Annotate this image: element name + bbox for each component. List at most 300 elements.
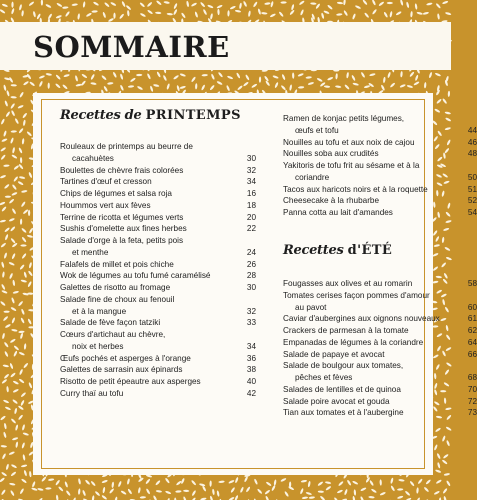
rice-grain xyxy=(343,0,346,5)
rice-grain xyxy=(416,11,423,15)
rice-grain xyxy=(183,490,189,493)
recipe-title: Sushis d'omelette aux fines herbes xyxy=(60,224,187,234)
rice-grain xyxy=(10,338,16,343)
rice-grain xyxy=(127,10,130,16)
rice-grain xyxy=(10,226,16,232)
rice-grain xyxy=(27,281,32,287)
recipe-title: Caviar d'aubergines aux oignons nouveaux xyxy=(283,314,440,324)
rice-grain xyxy=(140,13,147,18)
recipe-entry-line xyxy=(283,325,477,337)
rice-grain xyxy=(19,351,26,356)
rice-grain xyxy=(380,491,387,496)
recipe-title: Nouilles soba aux crudités xyxy=(283,149,379,159)
rice-grain xyxy=(11,464,17,469)
rice-grain xyxy=(147,73,152,80)
recipe-title: Nouilles au tofu et aux noix de cajou xyxy=(283,137,415,147)
rice-grain xyxy=(147,1,153,7)
rice-grain xyxy=(218,480,224,483)
rice-grain xyxy=(11,8,15,15)
rice-grain xyxy=(23,272,27,279)
rice-grain xyxy=(10,372,16,378)
rice-grain xyxy=(195,83,198,89)
recipe-entry-line xyxy=(60,153,256,165)
rice-grain xyxy=(368,496,374,499)
rice-grain xyxy=(22,138,25,144)
page-number: 50 xyxy=(467,172,477,182)
page-number: 33 xyxy=(246,318,256,328)
rice-grain xyxy=(3,311,9,313)
rice-grain xyxy=(91,10,97,13)
rice-grain xyxy=(136,74,142,76)
rice-grain xyxy=(202,485,207,491)
rice-grain xyxy=(227,10,229,16)
rice-grain xyxy=(347,479,352,485)
rice-grain xyxy=(309,496,315,499)
rice-grain xyxy=(413,81,419,86)
page-number: 52 xyxy=(467,196,477,206)
rice-grain xyxy=(62,6,68,9)
rice-grain xyxy=(298,86,304,89)
rice-grain xyxy=(272,75,279,79)
rice-grain xyxy=(63,74,70,78)
rice-grain xyxy=(352,496,355,500)
rice-grain xyxy=(19,91,24,97)
rice-grain xyxy=(19,4,23,11)
rice-grain xyxy=(226,85,230,92)
page-title: SOMMAIRE xyxy=(33,30,230,64)
rice-grain xyxy=(10,238,16,244)
rice-grain xyxy=(15,424,19,431)
rice-grain xyxy=(0,147,6,152)
recipe-title: Salade de papaye et avocat xyxy=(283,349,385,359)
rice-grain xyxy=(257,8,261,15)
rice-grain xyxy=(46,73,52,76)
rice-grain xyxy=(305,76,311,79)
rice-grain xyxy=(406,2,410,9)
rice-grain xyxy=(212,489,215,495)
rice-grain xyxy=(343,10,348,16)
page-number: 38 xyxy=(246,365,256,375)
rice-grain xyxy=(325,486,331,491)
rice-grain xyxy=(11,317,15,324)
rice-grain xyxy=(445,220,452,224)
rice-grain xyxy=(15,441,18,447)
rice-grain xyxy=(435,427,441,432)
rice-grain xyxy=(24,343,27,349)
rice-grain xyxy=(280,1,286,3)
rice-grain xyxy=(65,11,70,17)
rice-grain xyxy=(434,244,441,247)
rice-grain xyxy=(235,477,239,484)
rice-grain xyxy=(3,252,7,259)
rice-grain xyxy=(23,209,29,215)
recipe-entry-line xyxy=(60,341,256,353)
rice-grain xyxy=(22,112,28,118)
page-number: 28 xyxy=(246,271,256,281)
recipe-title: Boulettes de chèvre frais colorées xyxy=(60,165,184,175)
rice-grain xyxy=(23,470,27,477)
rice-grain xyxy=(409,480,415,486)
rice-grain xyxy=(390,485,395,491)
rice-grain xyxy=(140,496,146,499)
rice-grain xyxy=(397,488,403,491)
rice-grain xyxy=(280,85,286,91)
recipe-title: Salade d'orge à la feta, petits pois xyxy=(60,236,184,245)
rice-grain xyxy=(155,12,161,15)
recipe-title: au pavot xyxy=(295,302,327,312)
page-number: 32 xyxy=(246,306,256,316)
recipe-entry-line xyxy=(283,125,477,137)
rice-grain xyxy=(180,73,187,77)
rice-grain xyxy=(10,103,15,109)
rice-grain xyxy=(317,481,323,486)
rice-grain xyxy=(360,72,365,78)
rice-grain xyxy=(18,301,24,307)
rice-grain xyxy=(234,495,239,500)
rice-grain xyxy=(13,388,20,393)
rice-grain xyxy=(104,2,110,8)
rice-grain xyxy=(448,91,451,97)
recipe-title: Tomates cerises façon pommes d'amour xyxy=(283,290,430,300)
page-number: 44 xyxy=(467,125,477,135)
rice-grain xyxy=(21,227,27,233)
rice-grain xyxy=(254,478,259,485)
rice-grain xyxy=(436,479,442,484)
rice-grain xyxy=(180,478,185,485)
recipe-title: Tartines d'œuf et cresson xyxy=(60,177,152,187)
recipe-entry-line xyxy=(283,349,477,361)
rice-grain xyxy=(435,72,442,77)
rice-grain xyxy=(389,11,392,18)
rice-grain xyxy=(308,82,315,86)
rice-grain xyxy=(432,252,439,257)
recipe-entry-line xyxy=(60,223,256,235)
rice-grain xyxy=(327,4,333,10)
rice-grain xyxy=(443,454,449,459)
rice-grain xyxy=(31,487,38,491)
page-number: 73 xyxy=(467,408,477,418)
recipe-entry-line xyxy=(60,270,256,282)
rice-grain xyxy=(163,1,169,4)
rice-grain xyxy=(75,75,79,82)
rice-grain xyxy=(93,1,99,6)
rice-grain xyxy=(139,2,145,8)
recipe-entry-line xyxy=(283,184,477,196)
rice-grain xyxy=(218,72,224,78)
recipe-entry-line xyxy=(60,353,256,365)
rice-grain xyxy=(9,451,16,456)
summer-heading-caps: d'ÉTÉ xyxy=(347,243,393,258)
rice-grain xyxy=(18,378,24,383)
rice-grain xyxy=(21,201,26,207)
rice-grain xyxy=(20,400,25,407)
rice-grain xyxy=(153,495,158,500)
page-number: 20 xyxy=(246,212,256,222)
recipe-title: Hoummos vert aux fèves xyxy=(60,200,151,210)
rice-grain xyxy=(29,81,35,87)
rice-grain xyxy=(337,489,344,494)
rice-grain xyxy=(147,9,153,14)
rice-grain xyxy=(446,480,451,486)
rice-grain xyxy=(327,76,334,80)
rice-grain xyxy=(352,82,359,86)
rice-grain xyxy=(13,290,20,294)
rice-grain xyxy=(248,10,251,16)
rice-grain xyxy=(11,154,17,159)
rice-grain xyxy=(48,478,54,481)
rice-grain xyxy=(56,15,63,19)
rice-grain xyxy=(415,75,419,82)
rice-grain xyxy=(369,73,376,77)
rice-grain xyxy=(253,1,258,7)
rice-grain xyxy=(5,464,9,471)
rice-grain xyxy=(14,408,18,415)
rice-grain xyxy=(423,11,430,15)
rice-grain xyxy=(138,487,141,494)
rice-grain xyxy=(281,74,285,81)
rice-grain xyxy=(3,130,7,137)
rice-grain xyxy=(120,73,124,80)
recipe-entry-line xyxy=(60,388,256,400)
rice-grain xyxy=(146,488,151,494)
recipe-entry-line xyxy=(60,176,256,188)
recipe-title: Curry thaï au tofu xyxy=(60,388,124,398)
rice-grain xyxy=(200,2,206,8)
rice-grain xyxy=(175,490,181,493)
rice-grain xyxy=(11,2,13,8)
rice-grain xyxy=(45,4,52,9)
rice-grain xyxy=(244,476,249,483)
rice-grain xyxy=(107,82,113,85)
rice-grain xyxy=(306,491,313,495)
rice-grain xyxy=(156,490,162,493)
recipe-title: Cheesecake à la rhubarbe xyxy=(283,196,380,206)
rice-grain xyxy=(56,2,62,7)
recipe-entry-line xyxy=(283,313,477,325)
rice-grain xyxy=(320,495,326,500)
recipe-title: Salades de lentilles et de quinoa xyxy=(283,384,401,394)
rice-grain xyxy=(163,75,168,82)
rice-grain xyxy=(92,495,95,500)
rice-grain xyxy=(191,76,196,82)
rice-grain xyxy=(26,131,32,137)
rice-grain xyxy=(0,154,6,160)
rice-grain xyxy=(2,271,5,277)
rice-grain xyxy=(230,5,237,10)
rice-grain xyxy=(1,445,7,448)
rice-grain xyxy=(211,74,216,81)
rice-grain xyxy=(235,10,242,13)
recipe-entry-line xyxy=(283,160,477,172)
rice-grain xyxy=(153,84,160,88)
recipe-entry-line xyxy=(283,113,477,125)
rice-grain xyxy=(183,496,187,500)
page-number: 54 xyxy=(467,208,477,217)
recipe-title: coriandre xyxy=(295,172,330,182)
rice-grain xyxy=(443,227,450,231)
rice-grain xyxy=(378,1,384,7)
rice-grain xyxy=(12,147,15,154)
rice-grain xyxy=(21,442,25,449)
rice-grain xyxy=(111,482,114,488)
page-number: 36 xyxy=(246,353,256,363)
recipe-title: Risotto de petit épeautre aux asperges xyxy=(60,377,201,386)
rice-grain xyxy=(165,490,172,494)
rice-grain xyxy=(12,242,18,247)
rice-grain xyxy=(28,210,30,216)
rice-grain xyxy=(321,13,325,20)
rice-grain xyxy=(409,71,415,77)
recipe-entry-line xyxy=(60,200,256,212)
rice-grain xyxy=(13,350,18,357)
rice-grain xyxy=(3,373,9,379)
rice-grain xyxy=(13,176,19,182)
rice-grain xyxy=(336,13,342,16)
recipe-title: Tacos aux haricots noirs et à la roquette xyxy=(283,184,428,194)
rice-grain xyxy=(371,488,377,493)
rice-grain xyxy=(39,81,44,88)
rice-grain xyxy=(425,479,431,485)
rice-grain xyxy=(90,480,96,486)
page-number: 24 xyxy=(246,247,256,257)
rice-grain xyxy=(28,1,34,7)
rice-grain xyxy=(95,491,101,497)
rice-grain xyxy=(251,83,257,88)
rice-grain xyxy=(216,81,222,86)
rice-grain xyxy=(21,236,26,242)
rice-grain xyxy=(354,489,357,495)
rice-grain xyxy=(82,490,86,497)
rice-grain xyxy=(372,0,377,6)
rice-grain xyxy=(156,0,162,6)
rice-grain xyxy=(3,364,10,367)
rice-grain xyxy=(437,13,440,19)
recipe-entry-line xyxy=(60,212,256,224)
rice-grain xyxy=(127,488,132,494)
rice-grain xyxy=(128,85,134,88)
rice-grain xyxy=(284,491,289,497)
rice-grain xyxy=(114,496,118,500)
rice-grain xyxy=(270,13,277,18)
rice-grain xyxy=(1,471,7,476)
rice-grain xyxy=(19,264,25,270)
rice-grain xyxy=(3,85,7,92)
rice-grain xyxy=(2,333,6,340)
rice-grain xyxy=(13,380,20,385)
rice-grain xyxy=(173,75,179,80)
rice-grain xyxy=(191,490,196,496)
rice-grain xyxy=(387,72,391,79)
rice-grain xyxy=(270,1,274,8)
rice-grain xyxy=(442,488,447,494)
rice-grain xyxy=(110,2,117,7)
page-number: 60 xyxy=(467,302,477,312)
page-number: 48 xyxy=(467,149,477,159)
recipe-entry-line xyxy=(283,384,477,396)
rice-grain xyxy=(12,437,19,441)
rice-grain xyxy=(109,488,115,494)
rice-grain xyxy=(243,1,248,8)
rice-grain xyxy=(64,481,68,488)
rice-grain xyxy=(344,489,348,496)
rice-grain xyxy=(179,85,186,89)
rice-grain xyxy=(300,9,304,16)
rice-grain xyxy=(0,415,6,421)
recipe-entry-line xyxy=(60,235,256,247)
recipe-entry-line xyxy=(60,282,256,294)
rice-grain xyxy=(27,318,32,325)
rice-grain xyxy=(209,496,213,500)
rice-grain xyxy=(444,473,451,476)
rice-grain xyxy=(415,3,418,9)
rice-grain xyxy=(11,84,17,87)
recipe-title: Empanadas de légumes à la coriandre xyxy=(283,337,424,347)
rice-grain xyxy=(71,3,77,6)
rice-grain xyxy=(186,1,189,8)
rice-grain xyxy=(217,9,220,15)
rice-grain xyxy=(203,9,208,16)
recipe-title: et à la mangue xyxy=(72,306,127,316)
recipe-entry-line xyxy=(60,294,256,306)
rice-grain xyxy=(101,75,107,81)
rice-grain xyxy=(1,284,6,290)
rice-grain xyxy=(165,477,170,483)
rice-grain xyxy=(297,73,304,77)
rice-grain xyxy=(10,137,14,144)
rice-grain xyxy=(400,71,403,77)
rice-grain xyxy=(444,80,448,87)
rice-grain xyxy=(39,75,46,79)
rice-grain xyxy=(405,490,411,496)
rice-grain xyxy=(167,13,173,16)
recipe-entry-line xyxy=(283,290,477,302)
rice-grain xyxy=(0,242,6,248)
rice-grain xyxy=(56,495,59,500)
rice-grain xyxy=(444,246,450,251)
rice-grain xyxy=(446,440,450,447)
recipe-entry-line xyxy=(60,259,256,271)
page-number: 32 xyxy=(246,165,256,175)
rice-grain xyxy=(209,480,211,486)
rice-grain xyxy=(78,478,81,485)
rice-grain xyxy=(173,3,178,10)
rice-grain xyxy=(335,85,341,88)
rice-grain xyxy=(201,84,206,91)
rice-grain xyxy=(5,406,12,411)
rice-grain xyxy=(230,487,235,493)
rice-grain xyxy=(289,84,292,91)
rice-grain xyxy=(445,426,451,431)
rice-grain xyxy=(0,477,5,483)
rice-grain xyxy=(2,453,7,460)
rice-grain xyxy=(55,83,61,89)
rice-grain xyxy=(397,495,404,499)
spring-heading xyxy=(60,108,241,123)
rice-grain xyxy=(18,405,24,410)
rice-grain xyxy=(243,81,249,87)
rice-grain xyxy=(257,488,263,494)
recipe-entry-line xyxy=(283,148,477,160)
rice-grain xyxy=(29,471,32,477)
spring-heading-script: Recettes de xyxy=(60,108,142,123)
rice-grain xyxy=(4,351,9,358)
rice-grain xyxy=(3,432,7,439)
page-number: 68 xyxy=(467,373,477,382)
rice-grain xyxy=(176,480,182,486)
rice-grain xyxy=(10,96,16,99)
rice-grain xyxy=(288,486,294,491)
rice-grain xyxy=(10,307,16,312)
